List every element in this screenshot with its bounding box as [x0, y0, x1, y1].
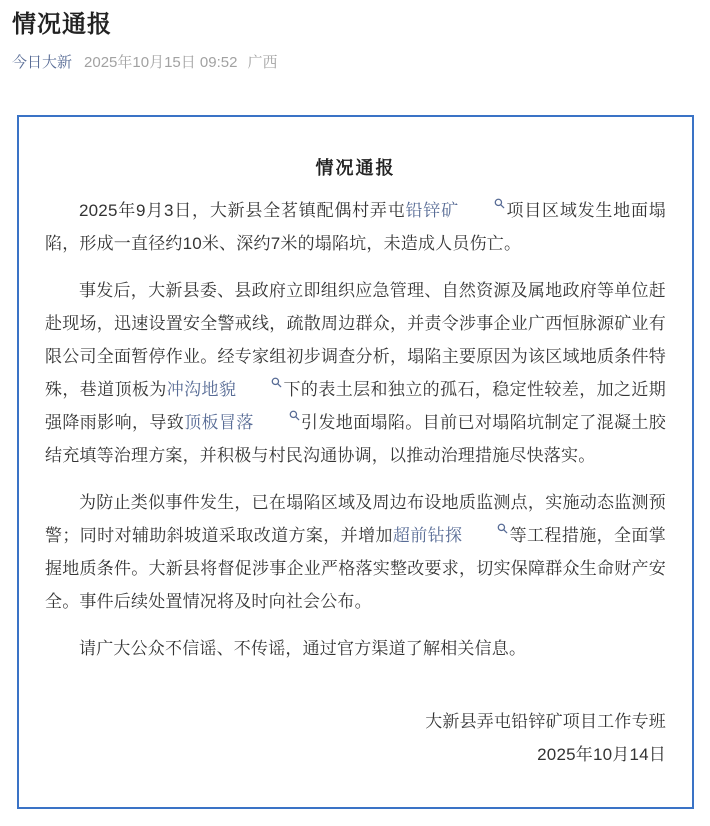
- search-term-link[interactable]: 顶板冒落: [184, 413, 301, 432]
- paragraph-text: 2025年9月3日，大新县全茗镇配偶村弄屯: [79, 201, 406, 220]
- paragraph-text: 等工程措施，全面掌握地质条件。大新县将督促涉事企业严格落实整改要求，切实保障群众生命财产安全。事件后续处置情况将及时向社会公布。: [45, 526, 666, 611]
- notice-title: 情况通报: [315, 158, 396, 178]
- search-term-link[interactable]: 铅锌矿: [406, 201, 506, 220]
- paragraph-text: 项目区域发生地面塌陷，形成一直径约10米、深约7米的塌陷坑，未造成人员伤亡。: [45, 201, 666, 253]
- paragraph-text: 下的表土层和独立的孤石，稳定性较差，加之近期强降雨影响，导致: [45, 380, 666, 432]
- byline: [12, 53, 698, 73]
- article-header: [0, 0, 710, 73]
- search-icon: [463, 523, 508, 534]
- notice-paragraph: [45, 194, 666, 260]
- account-link[interactable]: 今日大新: [12, 54, 73, 71]
- notice-paragraph: [45, 632, 666, 665]
- publish-location: 广西: [247, 54, 278, 71]
- paragraph-text: 请广大公众不信谣、不传谣，通过官方渠道了解相关信息。: [79, 639, 527, 658]
- notice-paragraph: [45, 486, 666, 618]
- notice-box: [17, 115, 694, 809]
- signature-block: [45, 705, 666, 771]
- paragraph-text: 为防止类似事件发生，已在塌陷区域及周边布设地质监测点，实施动态监测预警；同时对辅助斜坡道采取改道方案，并增加: [45, 493, 666, 545]
- search-term-link[interactable]: 超前钻探: [393, 526, 510, 545]
- search-icon: [460, 198, 505, 209]
- search-icon: [255, 410, 300, 421]
- paragraph-text: 引发地面塌陷。目前已对塌陷坑制定了混凝土胶结充填等治理方案，并积极与村民沟通协调，以推动治理措施尽快落实。: [45, 413, 666, 465]
- signature-unit: 大新县弄屯铅锌矿项目工作专班: [425, 712, 666, 731]
- signature-date: 2025年10月14日: [537, 745, 666, 764]
- search-term-link[interactable]: 冲沟地貌: [167, 380, 284, 399]
- publish-datetime: 2025年10月15日 09:52: [84, 54, 238, 71]
- notice-paragraphs: [45, 194, 666, 665]
- page-title: 情况通报: [12, 11, 112, 38]
- search-icon: [237, 377, 282, 388]
- notice-paragraph: [45, 274, 666, 472]
- paragraph-text: 事发后，大新县委、县政府立即组织应急管理、自然资源及属地政府等单位赶赴现场，迅速设置安全警戒线，疏散周边群众，并责令涉事企业广西恒脉源矿业有限公司全面暂停作业。经专家组初步调查分析，塌陷主要原因为该区域地质条件特殊，巷道顶板为: [45, 281, 666, 399]
